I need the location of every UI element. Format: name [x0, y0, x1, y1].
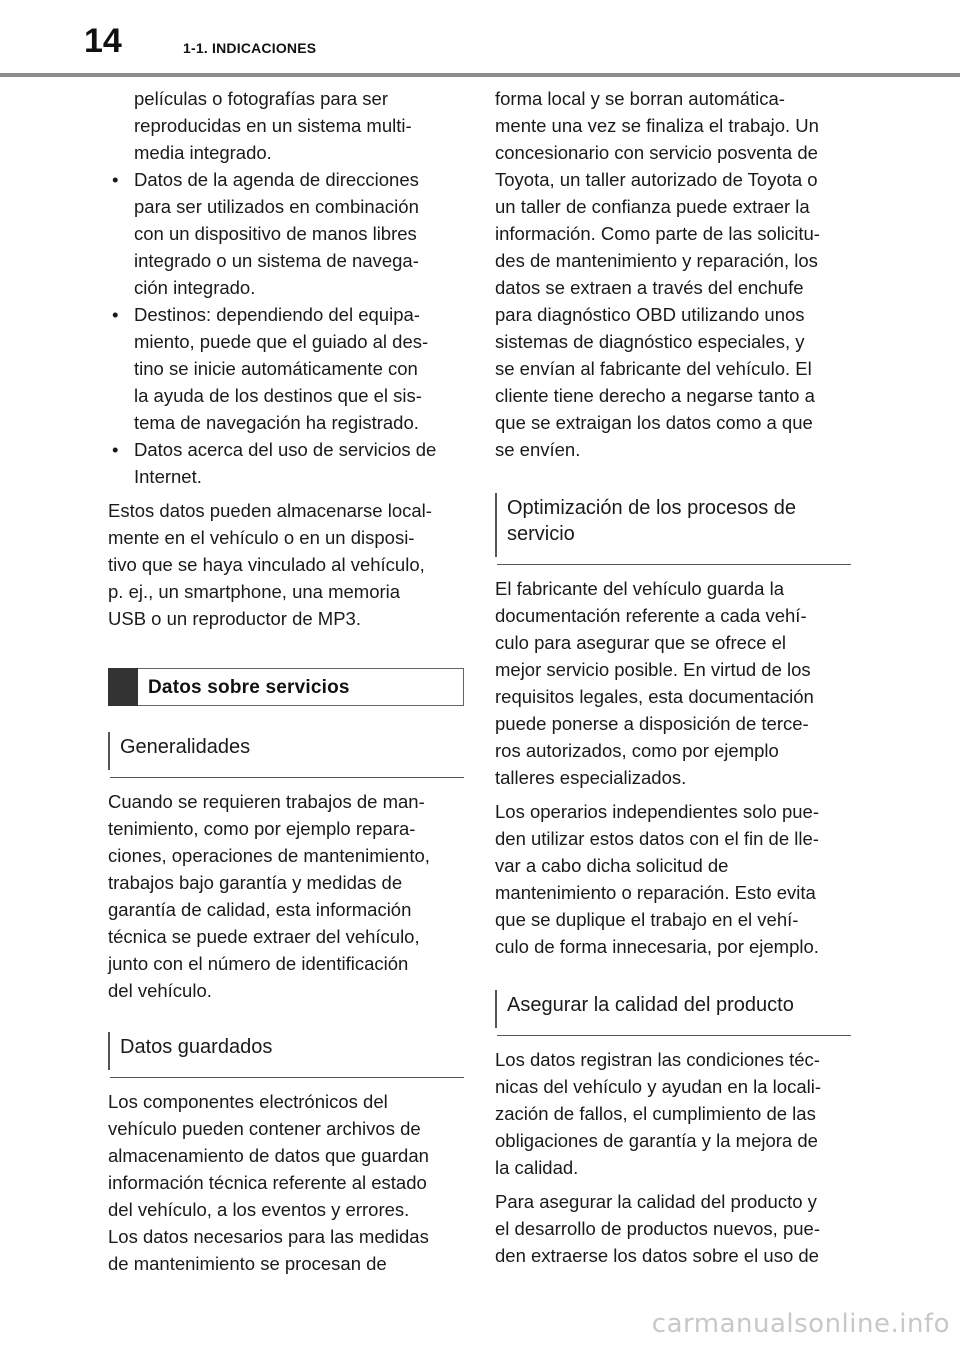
section-heading-box: [108, 668, 464, 706]
watermark: carmanualsonline.info: [651, 1309, 950, 1339]
bullet-list: [108, 85, 464, 490]
right-column: [495, 85, 851, 1276]
section-heading: Datos sobre servicios: [148, 676, 350, 698]
paragraph: Cuando se requieren trabajos de man- tenimiento, como por ejemplo repara- ciones, operaciones de mantenimiento, trabajos bajo garantía y medidas de garantía de calidad, esta información técnica se puede extraer del vehículo, junto con el número de identificación del vehículo.: [108, 791, 430, 1001]
paragraph: Los componentes electrónicos del vehículo pueden contener archivos de almacenamiento de datos que guardan información técnica referente al estado del vehículo, a los eventos y errores. Los datos necesarios para las medidas de mantenimiento se procesan de: [108, 1091, 429, 1274]
left-column: [108, 85, 464, 1284]
paragraph: Los operarios independientes solo pue- den utilizar estos datos con el fin de lle- var a cabo dicha solicitud de mantenimiento o reparación. Esto evita que se duplique el trabajo en el vehí- culo de forma innecesaria, por ejemplo.: [495, 801, 819, 957]
section-title: 1-1. INDICACIONES: [183, 40, 317, 56]
paragraph: El fabricante del vehículo guarda la documentación referente a cada vehí- culo para asegurar que se ofrece el mejor servicio posible. En virtud de los requisitos legales, esta documentación puede ponerse a disposición de terce- ros autorizados, como por ejemplo talleres especializados.: [495, 578, 814, 788]
heading-marker: [108, 668, 138, 706]
list-item: películas o fotografías para ser reproducidas en un sistema multi- media integrado.: [134, 88, 412, 163]
paragraph: forma local y se borran automática- mente una vez se finaliza el trabajo. Un concesionario con servicio posventa de Toyota, un taller autorizado de Toyota o un taller de confianza puede extraer la información. Como parte de las solicitu- des de mantenimiento y reparación, los datos se extraen a través del enchufe para diagnóstico OBD utilizando unos sistemas de diagnóstico especiales, y se envían al fabricante del vehículo. El cliente tiene derecho a negarse tanto a que se extraigan los datos como a que se envíen.: [495, 88, 820, 460]
paragraph: Los datos registran las condiciones téc- nicas del vehículo y ayudan en la locali- zación de fallos, el cumplimiento de las obligaciones de garantía y la mejora de la calidad.: [495, 1049, 821, 1178]
subheading-datos-guardados: Datos guardados: [108, 1032, 464, 1070]
page-header: [0, 0, 960, 80]
paragraph: Estos datos pueden almacenarse local- mente en el vehículo o en un disposi- tivo que se haya vinculado al vehículo, p. ej., un smartphone, una memoria USB o un reproductor de MP3.: [108, 500, 432, 629]
subheading-calidad: Asegurar la calidad del producto: [495, 990, 851, 1028]
subheading-optimizacion: Optimización de los procesos de servicio: [495, 493, 851, 557]
paragraph: Para asegurar la calidad del producto y el desarrollo de productos nuevos, pue- den extraerse los datos sobre el uso de: [495, 1191, 820, 1266]
subheading-generalidades: Generalidades: [108, 732, 464, 770]
page-number: 14: [84, 22, 122, 60]
list-item: • Datos de la agenda de direcciones para ser utilizados en combinación con un dispositivo de manos libres integrado o un sistema de navega- ción integrado.: [108, 166, 464, 301]
header-rule: [0, 73, 960, 77]
list-item: • Destinos: dependiendo del equipa- miento, puede que el guiado al des- tino se inicie automáticamente con la ayuda de los destinos que el sis- tema de navegación ha registrado.: [108, 301, 464, 436]
list-item: • Datos acerca del uso de servicios de Internet.: [108, 436, 464, 490]
